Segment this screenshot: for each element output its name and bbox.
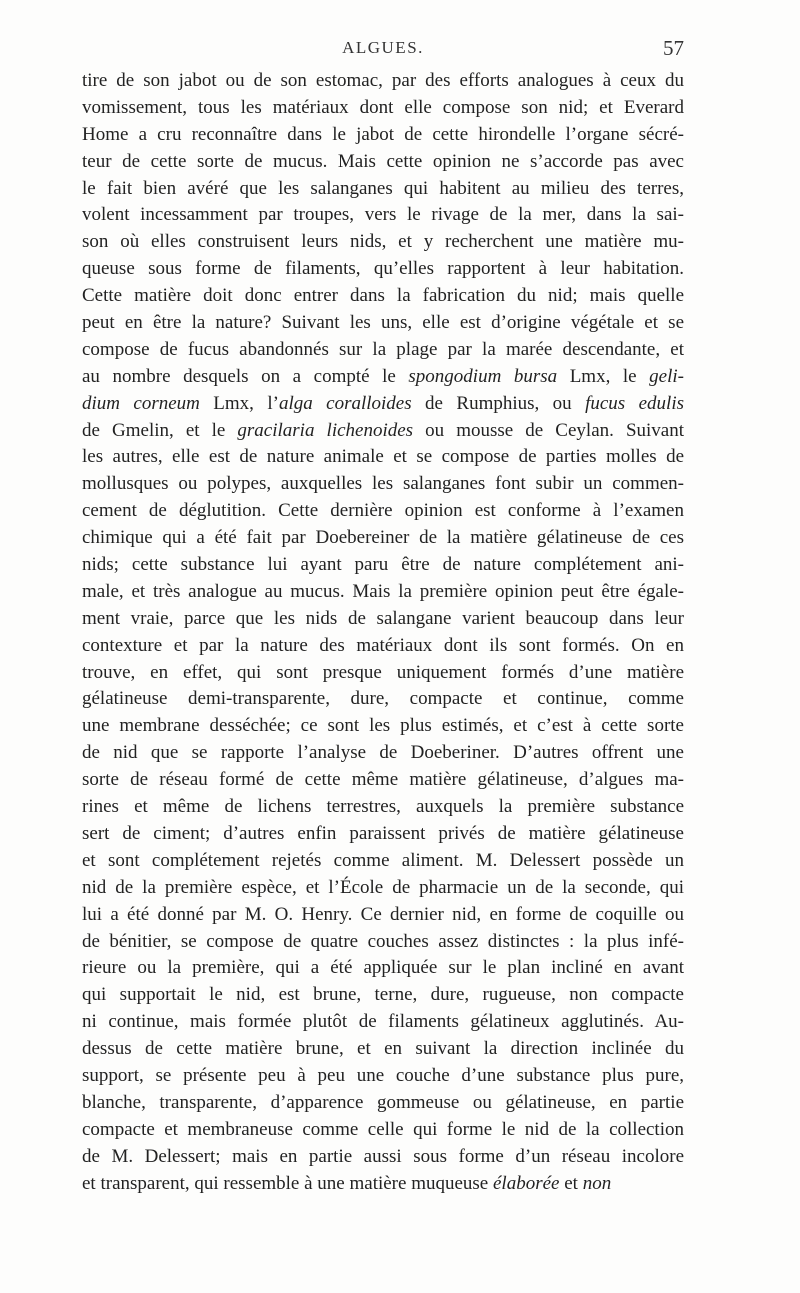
text-line — [82, 1117, 684, 1144]
text-segment: ment vraie, parce que les nids de salangane varient beaucoup dans leur — [82, 607, 684, 629]
text-segment: de M. Delessert; mais en partie aussi sous forme d’un réseau incolore — [82, 1145, 684, 1167]
text-line — [82, 1036, 684, 1063]
text-line — [82, 391, 684, 418]
text-line — [82, 875, 684, 902]
text-line — [82, 444, 684, 471]
text-line — [82, 364, 684, 391]
italic-text: non — [582, 1172, 612, 1194]
text-segment: et — [559, 1172, 583, 1194]
text-segment: Lmx, le — [557, 365, 650, 387]
text-segment: rieure ou la première, qui a été appliquée sur le plan incliné en avant — [82, 957, 684, 979]
italic-text: gracilaria lichenoides — [237, 419, 414, 441]
text-line — [82, 579, 684, 606]
italic-text: élaborée — [493, 1172, 560, 1194]
text-segment: au nombre desquels on a compté le — [82, 365, 409, 387]
text-line — [82, 310, 684, 337]
text-segment: peut en être la nature? Suivant les uns, elle est d’origine végétale et se — [82, 312, 684, 334]
text-line — [82, 498, 684, 525]
text-segment: et sont complétement rejetés comme aliment. M. Delessert possède un — [82, 849, 684, 871]
text-line — [82, 660, 684, 687]
text-segment: vomissement, tous les matériaux dont elle compose son nid; et Everard — [82, 96, 684, 118]
text-segment: sorte de réseau formé de cette même matière gélatineuse, d’algues ma- — [82, 769, 684, 791]
text-segment: de Rumphius, ou — [411, 392, 586, 414]
italic-text: dium corneum — [82, 392, 200, 414]
text-line — [82, 149, 684, 176]
text-segment: de bénitier, se compose de quatre couches assez distinctes : la plus infé- — [82, 930, 684, 952]
text-line — [82, 848, 684, 875]
text-segment: compose de fucus abandonnés sur la plage par la marée descendante, et — [82, 338, 684, 360]
text-line — [82, 418, 684, 445]
text-line — [82, 552, 684, 579]
text-segment: teur de cette sorte de mucus. Mais cette opinion ne s’accorde pas avec — [82, 150, 684, 172]
text-segment: et transparent, qui ressemble à une matière muqueuse — [82, 1172, 493, 1194]
text-segment: nid de la première espèce, et l’École de pharmacie un de la seconde, qui — [82, 876, 684, 898]
text-segment: trouve, en effet, qui sont presque uniquement formés d’une matière — [82, 661, 684, 683]
text-segment: nids; cette substance lui ayant paru être de nature complétement ani- — [82, 554, 684, 576]
text-segment: sert de ciment; d’autres enfin paraissent privés de matière gélatineuse — [82, 822, 684, 844]
text-line — [82, 794, 684, 821]
text-line — [82, 122, 684, 149]
text-segment: contexture et par la nature des matériaux dont ils sont formés. On en — [82, 634, 684, 656]
text-line — [82, 1090, 684, 1117]
running-head-title: ALGUES. — [342, 38, 424, 57]
text-segment: les autres, elle est de nature animale et se compose de parties molles de — [82, 446, 684, 468]
text-segment: volent incessamment par troupes, vers le rivage de la mer, dans la sai- — [82, 204, 684, 226]
text-segment: ou mousse de Ceylan. Suivant — [413, 419, 684, 441]
text-segment: gélatineuse demi-transparente, dure, compacte et continue, comme — [82, 688, 684, 710]
text-line — [82, 955, 684, 982]
italic-text: geli- — [649, 365, 684, 387]
text-segment: support, se présente peu à peu une couche d’une substance plus pure, — [82, 1064, 684, 1086]
text-segment: Cette matière doit donc entrer dans la fabrication du nid; mais quelle — [82, 285, 684, 307]
text-segment: chimique qui a été fait par Doebereiner de la matière gélatineuse de ces — [82, 527, 684, 549]
text-segment: Home a cru reconnaître dans le jabot de cette hirondelle l’organe sécré- — [82, 123, 684, 145]
text-line — [82, 821, 684, 848]
text-line — [82, 713, 684, 740]
text-line — [82, 68, 684, 95]
text-line — [82, 525, 684, 552]
text-segment: blanche, transparente, d’apparence gommeuse ou gélatineuse, en partie — [82, 1091, 684, 1113]
text-segment: lui a été donné par M. O. Henry. Ce dernier nid, en forme de coquille ou — [82, 903, 684, 925]
text-line — [82, 229, 684, 256]
text-line — [82, 929, 684, 956]
text-segment: une membrane desséchée; ce sont les plus estimés, et c’est à cette sorte — [82, 715, 684, 737]
text-segment: tire de son jabot ou de son estomac, par des efforts analogues à ceux du — [82, 70, 684, 91]
text-line — [82, 606, 684, 633]
text-segment: qui supportait le nid, est brune, terne, dure, rugueuse, non compacte — [82, 984, 684, 1006]
text-segment: male, et très analogue au mucus. Mais la première opinion peut être égale- — [82, 580, 684, 602]
text-line — [82, 1171, 684, 1198]
text-segment: de nid que se rapporte l’analyse de Doeberiner. D’autres offrent une — [82, 742, 684, 764]
text-segment: dessus de cette matière brune, et en suivant la direction inclinée du — [82, 1038, 684, 1060]
running-head — [82, 38, 684, 66]
text-segment: le fait bien avéré que les salanganes qui habitent au milieu des terres, — [82, 177, 684, 199]
text-segment: son où elles construisent leurs nids, et y recherchent une matière mu- — [82, 231, 684, 253]
text-line — [82, 767, 684, 794]
italic-text: fucus edulis — [585, 392, 684, 414]
text-line — [82, 256, 684, 283]
italic-text: spongodium bursa — [408, 365, 558, 387]
text-line — [82, 1009, 684, 1036]
text-segment: mollusques ou polypes, auxquelles les salanganes font subir un commen- — [82, 473, 684, 495]
text-line — [82, 202, 684, 229]
text-segment: queuse sous forme de filaments, qu’elles rapportent à leur habitation. — [82, 258, 684, 280]
text-line — [82, 337, 684, 364]
text-line — [82, 1144, 684, 1171]
text-segment: ni continue, mais formée plutôt de filaments gélatineux agglutinés. Au- — [82, 1011, 684, 1033]
text-segment: cement de déglutition. Cette dernière opinion est conforme à l’examen — [82, 500, 684, 522]
text-line — [82, 982, 684, 1009]
text-segment: Lmx, l’ — [199, 392, 279, 414]
text-line — [82, 471, 684, 498]
italic-text: alga coralloides — [278, 392, 412, 414]
text-line — [82, 176, 684, 203]
text-segment: compacte et membraneuse comme celle qui forme le nid de la collection — [82, 1118, 684, 1140]
text-line — [82, 283, 684, 310]
body-text — [82, 68, 684, 1197]
text-line — [82, 740, 684, 767]
page-number: 57 — [663, 36, 684, 60]
text-line — [82, 902, 684, 929]
text-line — [82, 633, 684, 660]
text-line — [82, 1063, 684, 1090]
text-line — [82, 686, 684, 713]
text-segment: de Gmelin, et le — [82, 419, 238, 441]
text-segment: rines et même de lichens terrestres, auxquels la première substance — [82, 796, 684, 818]
text-line — [82, 95, 684, 122]
